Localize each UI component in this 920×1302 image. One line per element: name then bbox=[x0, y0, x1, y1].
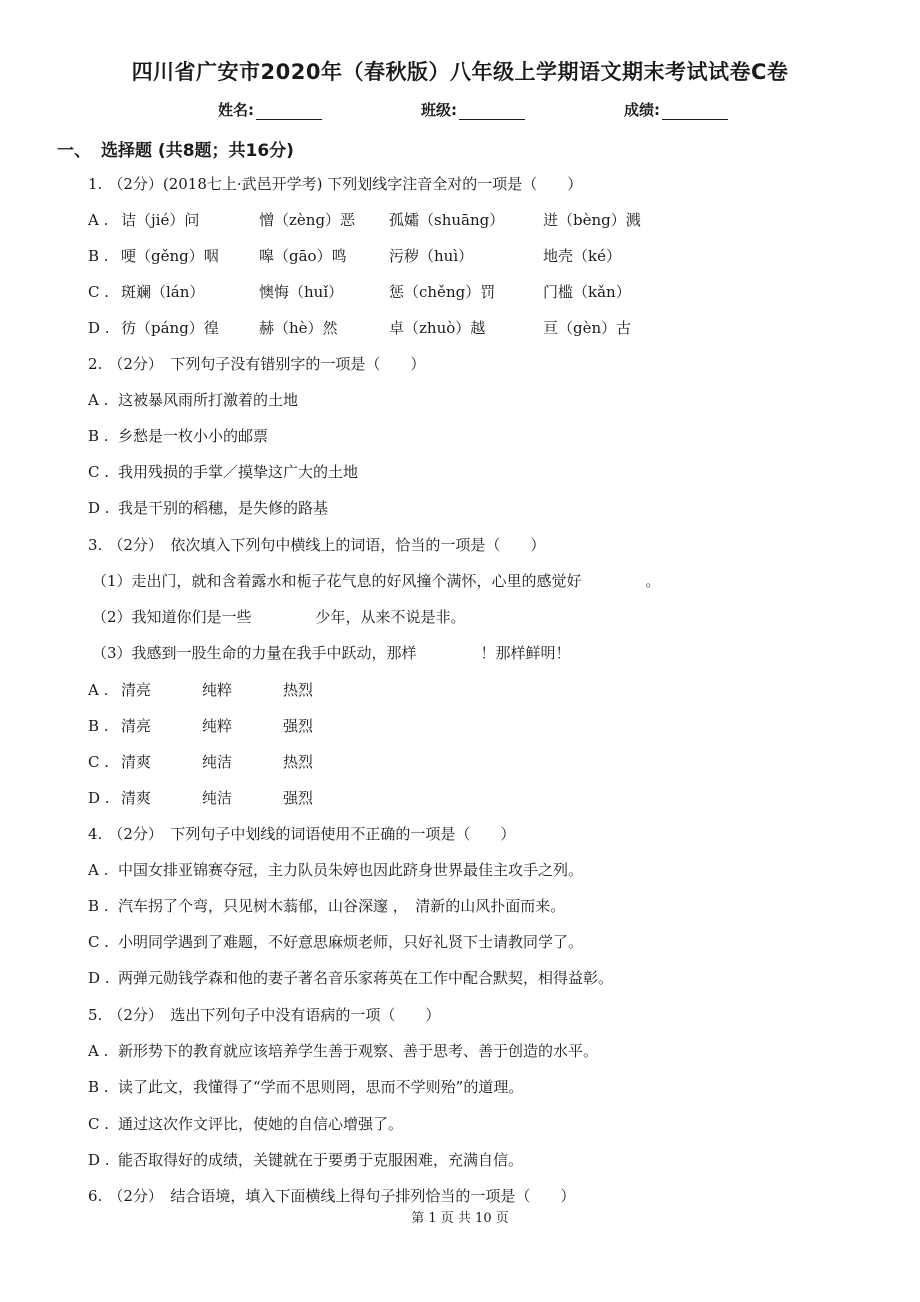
option-text: 通过这次作文评比，使她的自信心增强了。 bbox=[118, 1115, 404, 1133]
option-item: 亘（gèn）古 bbox=[543, 319, 632, 337]
question-4-option-b[interactable] bbox=[88, 896, 565, 916]
question-3-sentence-2 bbox=[92, 607, 466, 627]
question-2-option-d[interactable] bbox=[88, 498, 328, 518]
question-text: 结合语境，填入下面横线上得句子排列恰当的一项是（ ） bbox=[170, 1187, 576, 1205]
sentence-text: （2）我知道你们是一些 bbox=[92, 608, 252, 626]
question-1-stem bbox=[88, 174, 582, 194]
question-points: （2分） bbox=[108, 175, 163, 193]
option-item: 清爽 bbox=[121, 753, 152, 771]
question-number: 3. bbox=[88, 536, 103, 554]
class-field[interactable] bbox=[421, 99, 525, 120]
option-item: 赫（hè）然 bbox=[259, 319, 338, 337]
option-item: 强烈 bbox=[283, 717, 314, 735]
section-title: 选择题 (共8题；共16分) bbox=[101, 141, 294, 161]
option-item: 纯洁 bbox=[202, 789, 233, 807]
option-text: 新形势下的教育就应该培养学生善于观察、善于思考、善于创造的水平。 bbox=[118, 1042, 599, 1060]
class-blank[interactable] bbox=[459, 103, 525, 120]
question-1-option-d[interactable] bbox=[88, 318, 788, 338]
option-letter: D . bbox=[88, 319, 110, 337]
option-item: 迸（bèng）溅 bbox=[543, 211, 641, 229]
question-number: 2. bbox=[88, 355, 103, 373]
option-text: 我用残损的手掌／摸挚这广大的土地 bbox=[118, 463, 359, 481]
option-item: 惩（chěng）罚 bbox=[389, 283, 496, 301]
question-6-stem bbox=[88, 1186, 575, 1206]
option-item: 污秽（huì） bbox=[389, 247, 474, 265]
option-letter: D . bbox=[88, 789, 110, 807]
question-text: 选出下列句子中没有语病的一项（ ） bbox=[170, 1006, 441, 1024]
question-2-option-b[interactable] bbox=[88, 426, 268, 446]
option-item: 清爽 bbox=[121, 789, 152, 807]
question-4-option-d[interactable] bbox=[88, 968, 613, 988]
question-3-option-a[interactable] bbox=[88, 680, 388, 700]
option-letter: A . bbox=[88, 681, 109, 699]
option-letter: B . bbox=[88, 1078, 109, 1096]
option-text: 中国女排亚锦赛夺冠，主力队员朱婷也因此跻身世界最佳主攻手之列。 bbox=[118, 861, 584, 879]
name-label: 姓名: bbox=[218, 101, 254, 119]
question-text: 下列句子没有错别字的一项是（ ） bbox=[170, 355, 426, 373]
option-letter: B . bbox=[88, 247, 109, 265]
option-letter: B . bbox=[88, 717, 109, 735]
score-label: 成绩: bbox=[624, 101, 660, 119]
option-item: 彷（páng）徨 bbox=[121, 319, 219, 337]
option-text: 读了此文，我懂得了“学而不思则罔，思而不学则殆”的道理。 bbox=[118, 1078, 524, 1096]
question-points: （2分） bbox=[108, 355, 156, 373]
option-letter: C . bbox=[88, 1115, 110, 1133]
option-item: 强烈 bbox=[283, 789, 314, 807]
name-blank[interactable] bbox=[256, 103, 322, 120]
question-2-option-c[interactable] bbox=[88, 462, 358, 482]
question-text: (2018七上·武邑开学考) 下列划线字注音全对的一项是（ ） bbox=[162, 175, 583, 193]
question-2-stem bbox=[88, 354, 425, 374]
option-item: 门槛（kǎn） bbox=[543, 283, 631, 301]
question-5-option-c[interactable] bbox=[88, 1114, 403, 1134]
question-3-stem bbox=[88, 535, 545, 555]
option-item: 纯粹 bbox=[202, 681, 233, 699]
option-letter: D . bbox=[88, 1151, 110, 1169]
question-points: （2分） bbox=[108, 1006, 156, 1024]
question-3-option-b[interactable] bbox=[88, 716, 388, 736]
option-letter: C . bbox=[88, 463, 110, 481]
class-label: 班级: bbox=[421, 101, 457, 119]
question-4-stem bbox=[88, 824, 515, 844]
option-text: 能否取得好的成绩，关键就在于要勇于克服困难，充满自信。 bbox=[118, 1151, 524, 1169]
option-letter: C . bbox=[88, 283, 110, 301]
option-letter: A . bbox=[88, 1042, 109, 1060]
sentence-text: ！那样鲜明！ bbox=[480, 644, 571, 662]
option-item: 热烈 bbox=[283, 681, 314, 699]
question-5-option-b[interactable] bbox=[88, 1077, 523, 1097]
sentence-text: （1）走出门，就和含着露水和栀子花气息的好风撞个满怀，心里的感觉好 bbox=[92, 572, 582, 590]
option-item: 地壳（ké） bbox=[543, 247, 621, 265]
option-item: 卓（zhuò）越 bbox=[389, 319, 486, 337]
question-number: 4. bbox=[88, 825, 103, 843]
question-5-option-d[interactable] bbox=[88, 1150, 523, 1170]
option-text: 两弹元勋钱学森和他的妻子著名音乐家蒋英在工作中配合默契，相得益彰。 bbox=[118, 969, 614, 987]
option-letter: A . bbox=[88, 211, 109, 229]
sentence-text: 少年，从来不说是非。 bbox=[315, 608, 466, 626]
option-letter: A . bbox=[88, 391, 109, 409]
name-field[interactable] bbox=[218, 99, 322, 120]
question-points: （2分） bbox=[108, 536, 156, 554]
page-title: 四川省广安市2020年（春秋版）八年级上学期语文期末考试试卷C卷 bbox=[131, 60, 789, 84]
option-letter: D . bbox=[88, 499, 110, 517]
question-1-option-a[interactable] bbox=[88, 210, 788, 230]
question-4-option-a[interactable] bbox=[88, 860, 583, 880]
option-item: 憎（zèng）恶 bbox=[259, 211, 356, 229]
question-number: 1. bbox=[88, 175, 103, 193]
question-points: （2分） bbox=[108, 1187, 156, 1205]
question-3-option-c[interactable] bbox=[88, 752, 388, 772]
option-text: 汽车拐了个弯，只见树木蓊郁，山谷深邃 ， 清新的山风扑面而来。 bbox=[118, 897, 566, 915]
option-item: 哽（gěng）咽 bbox=[121, 247, 219, 265]
student-info-row bbox=[0, 99, 920, 123]
sentence-text: （3）我感到一股生命的力量在我手中跃动，那样 bbox=[92, 644, 417, 662]
option-text: 乡愁是一枚小小的邮票 bbox=[118, 427, 269, 445]
question-text: 下列句子中划线的词语使用不正确的一项是（ ） bbox=[170, 825, 516, 843]
question-number: 6. bbox=[88, 1187, 103, 1205]
option-item: 纯洁 bbox=[202, 753, 233, 771]
question-1-option-b[interactable] bbox=[88, 246, 788, 266]
option-item: 清亮 bbox=[121, 717, 152, 735]
score-blank[interactable] bbox=[662, 103, 728, 120]
option-letter: A . bbox=[88, 861, 109, 879]
option-item: 清亮 bbox=[121, 681, 152, 699]
option-item: 诘（jié）问 bbox=[121, 211, 200, 229]
question-3-sentence-3 bbox=[92, 643, 571, 663]
option-letter: B . bbox=[88, 427, 109, 445]
option-letter: C . bbox=[88, 753, 110, 771]
section-heading bbox=[57, 136, 294, 161]
option-text: 小明同学遇到了难题，不好意思麻烦老师，只好礼贤下士请教同学了。 bbox=[118, 933, 584, 951]
option-item: 纯粹 bbox=[202, 717, 233, 735]
question-5-stem bbox=[88, 1005, 440, 1025]
question-text: 依次填入下列句中横线上的词语，恰当的一项是（ ） bbox=[170, 536, 546, 554]
section-number: 一、 bbox=[57, 141, 91, 161]
option-item: 懊悔（huǐ） bbox=[259, 283, 344, 301]
sentence-text: 。 bbox=[645, 572, 661, 590]
option-item: 嗥（gāo）鸣 bbox=[259, 247, 347, 265]
option-item: 孤孀（shuāng） bbox=[389, 211, 505, 229]
question-points: （2分） bbox=[108, 825, 156, 843]
question-5-option-a[interactable] bbox=[88, 1041, 598, 1061]
option-item: 热烈 bbox=[283, 753, 314, 771]
question-4-option-c[interactable] bbox=[88, 932, 583, 952]
score-field[interactable] bbox=[624, 99, 728, 120]
option-letter: C . bbox=[88, 933, 110, 951]
question-2-option-a[interactable] bbox=[88, 390, 298, 410]
question-number: 5. bbox=[88, 1006, 103, 1024]
question-3-sentence-1 bbox=[92, 571, 661, 591]
option-item: 斑斓（lán） bbox=[121, 283, 205, 301]
question-3-option-d[interactable] bbox=[88, 788, 388, 808]
option-letter: B . bbox=[88, 897, 109, 915]
option-letter: D . bbox=[88, 969, 110, 987]
question-1-option-c[interactable] bbox=[88, 282, 788, 302]
option-text: 这被暴风雨所打激着的土地 bbox=[118, 391, 299, 409]
page-footer: 第 1 页 共 10 页 bbox=[411, 1211, 509, 1226]
option-text: 我是干别的稻穗，是失修的路基 bbox=[118, 499, 329, 517]
